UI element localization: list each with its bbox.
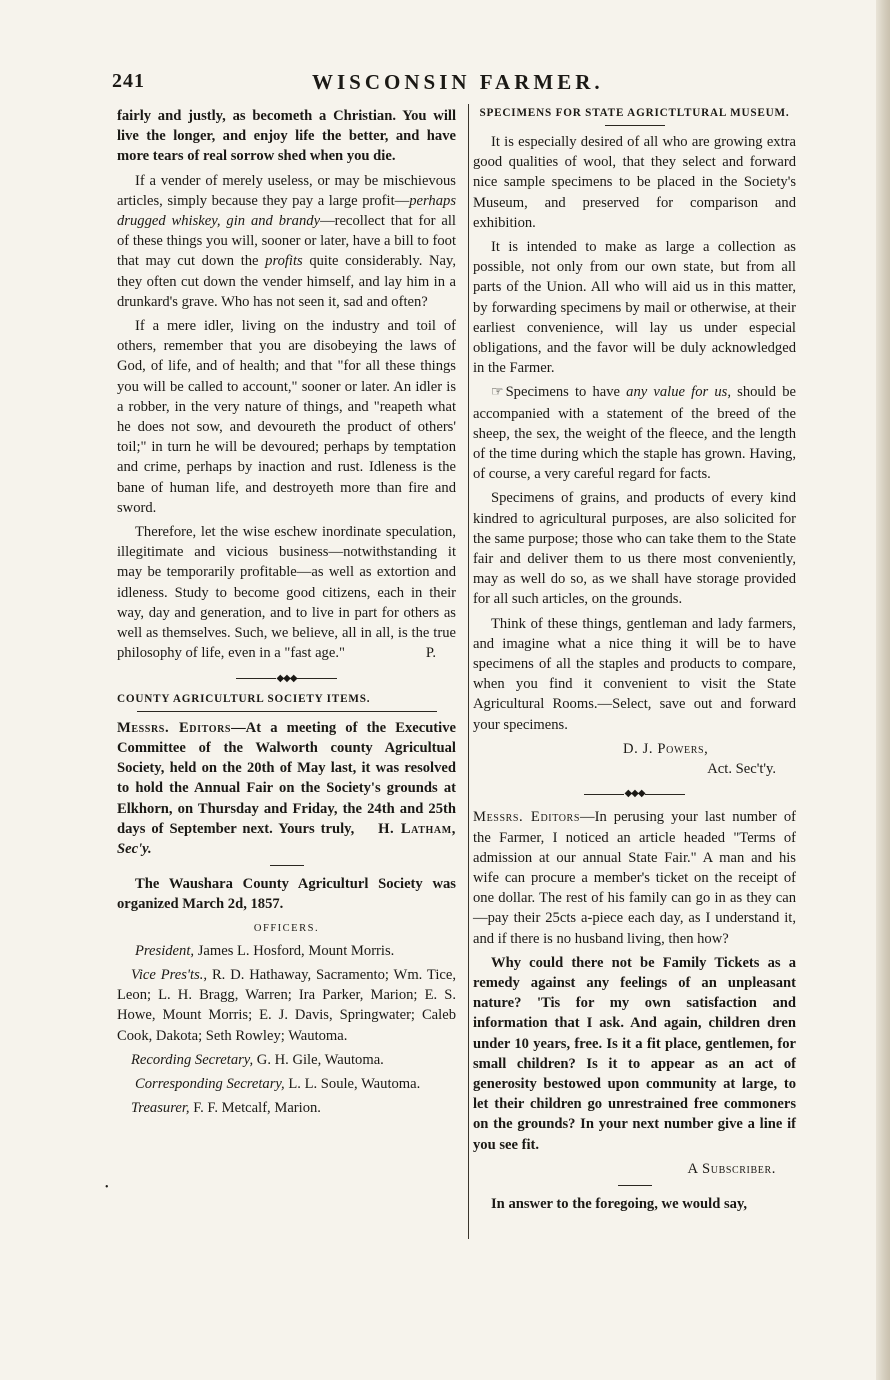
officer-names: R. D. Hathaway, Sacramento; Wm. Tice, Leon; L. H. Bragg, Warren; Ira Parker, Marion; E. S. Howe, Mount Morris; E. J. Davis, Springwater; Caleb Cook, Dakota; Seth Rowley; Wautoma.: [117, 966, 456, 1044]
paragraph: [117, 522, 456, 663]
officer-names: F. F. Metcalf, Marion.: [193, 1100, 321, 1117]
page-header: [112, 70, 802, 100]
column-divider: [468, 104, 469, 1239]
salutation: Messrs. Editors: [117, 719, 232, 736]
short-rule: [270, 865, 304, 866]
paragraph: Think of these things, gentleman and lady farmers, and imagine what a nice thing it will be to have specimens of all the staples and products to compare, when you find it convenient to visit the State Agricultural Rooms.—Select, save out and forward your specimens.: [473, 615, 796, 733]
paragraph: fairly and justly, as becometh a Christian. You will live the longer, and enjoy life the better, and have more tears of real sorrow shed when you die.: [117, 108, 456, 165]
section-ornament: ◆◆◆: [117, 674, 456, 684]
italic-run: perhaps drugged whiskey, gin and brandy: [117, 192, 456, 230]
left-column: [117, 106, 456, 1122]
officer-names: L. L. Soule, Wautoma.: [288, 1075, 421, 1092]
text-run: Therefore, let the wise eschew inordinate speculation, illegitimate and vicious business—notwithstanding it may be temporarily profitable—as well as extortion and idleness. Study to become good citizens, each in their way, day and generation, and to live in part for others as well as themselves. Such, we believe, all in all, is the true philosophy of life, even in a "fast age.": [117, 524, 456, 662]
text-run: —At a meeting of the Executive Committee of the Walworth county Agricultual Society, held on the 20th of May last, it was resolved to hold the Annual Fair on the Society's grounds at Elkhorn, on Thursday and Friday, the 24th and 25th days of September next. Yours truly,: [117, 719, 456, 837]
paragraph: [117, 171, 456, 312]
margin-mark: •: [105, 1182, 109, 1193]
paragraph: [117, 718, 456, 859]
paragraph: In answer to the foregoing, we would say,: [491, 1195, 748, 1212]
paragraph: Why could there not be Family Tickets as a remedy against any feelings of an unpleasant nature? 'Tis for my own satisfaction and information that I ask. And again, children dren under 10 years, free. Is it a fit place, gentlemen, for small children? Is it to appear as an act of generosity bestowed upon community at large, to let their children go unrestrained free commoners on the grounds? In your next number give a line if you see fit.: [473, 954, 796, 1153]
italic-run: profits: [265, 253, 303, 270]
paragraph: It is especially desired of all who are growing extra good qualities of wool, that they select and forward nice sample specimens to be placed in the Society's Museum, and preserved for comparison and exhibition.: [473, 134, 796, 231]
salutation: Messrs. Editors: [473, 809, 580, 826]
signature-title: Sec'y.: [117, 840, 152, 857]
officer-names: James L. Hosford, Mount Morris.: [197, 942, 395, 959]
officer-entry: [117, 1050, 456, 1070]
running-title: WISCONSIN FARMER.: [312, 70, 604, 94]
officer-role: Corresponding Secretary,: [135, 1075, 285, 1092]
signature: A Subscriber.: [687, 1160, 776, 1177]
officer-role: Vice Pres'ts.,: [131, 966, 208, 983]
page-edge: [876, 0, 890, 1380]
text-run: —In perusing your last number of the Farmer, I noticed an article headed "Terms of admission at our annual State Fair." A man and his wife can procure a member's ticket on the receipt of one dollar. The rest of his family can go in as they can—pay their 25cts a-piece each day, as I understand it, and if there is no husband living, then how?: [473, 809, 796, 947]
text-run: —recollect that for all of these things you will, sooner or later, have a bill to foot that may cut down the: [117, 213, 456, 270]
signature-name: H. Latham,: [378, 820, 457, 837]
section-heading: COUNTY AGRICULTURL SOCIETY ITEMS.: [117, 692, 371, 705]
signature-name: D. J. Powers,: [623, 740, 709, 757]
officer-entry: [117, 1074, 456, 1094]
text-run: If a vender of merely useless, or may be mischievous articles, simply because they pay a large profit—: [117, 172, 456, 209]
paragraph: [473, 807, 796, 948]
short-rule: [618, 1185, 652, 1186]
officer-role: President,: [135, 942, 195, 959]
officer-role: Recording Secretary,: [131, 1051, 254, 1068]
section-heading: SPECIMENS FOR STATE AGRICTLTURAL MUSEUM.: [479, 107, 790, 119]
paragraph: It is intended to make as large a collection as possible, not only from our own state, but from all parts of the Union. All who will aid us in this matter, by forwarding specimens by mail or otherwise, at their earliest convenience, will lay us under especial obligations, and the favor will be duly acknowledged in the Farmer.: [473, 239, 796, 377]
signature: P.: [425, 645, 436, 662]
text-run: Specimens to have: [505, 384, 627, 401]
officer-entry: [117, 941, 456, 961]
officer-entry: [117, 1098, 456, 1118]
paragraph: If a mere idler, living on the industry and toil of others, remember that you are disobeying the laws of God, of life, and of health; and that "for all these things you will be called to account," sooner or later. An idler is a robber, in the very nature of things, and "reapeth what he does not sow, and devoureth the product of others' toil;" in turn he will be devoured; perhaps by temptation and crime, perhaps by inaction and rust. Idleness is the bane of human life, and destroyeth more than fire and sword.: [117, 318, 456, 516]
officers-heading: OFFICERS.: [253, 922, 320, 934]
text-run: quite considerably. Nay, they often cut down the vender himself, and lay him in a drunkard's grave. Who has not seen it, sad and often?: [117, 253, 457, 310]
officer-entry: [117, 965, 456, 1046]
page-number: 241: [112, 70, 145, 92]
italic-run: any value for us,: [626, 384, 731, 401]
paragraph: The Waushara County Agriculturl Society was organized March 2d, 1857.: [117, 876, 456, 913]
pointing-hand-icon: ☞: [491, 385, 504, 401]
right-column: [473, 106, 796, 1218]
officer-role: Treasurer,: [131, 1100, 190, 1117]
short-rule: [605, 125, 665, 126]
heading-rule: [137, 711, 437, 712]
paragraph: Specimens of grains, and products of every kind kindred to agricultural purposes, are also solicited for the same purpose; those who can take them to the State fair and deliver them to us there most conveniently, may as well do so, as we shall have storage provided for all such articles, on the grounds.: [473, 490, 796, 608]
text-run: should be accompanied with a statement of the breed of the sheep, the sex, the weight of the fleece, and the length of the time during which the staple has grown. Having, of course, a very careful regard for facts.: [473, 384, 796, 483]
officer-names: G. H. Gile, Wautoma.: [256, 1051, 384, 1068]
paragraph: [473, 382, 796, 484]
signature-title: Act. Sec't'y.: [707, 761, 776, 778]
section-ornament: ◆◆◆: [473, 789, 796, 799]
